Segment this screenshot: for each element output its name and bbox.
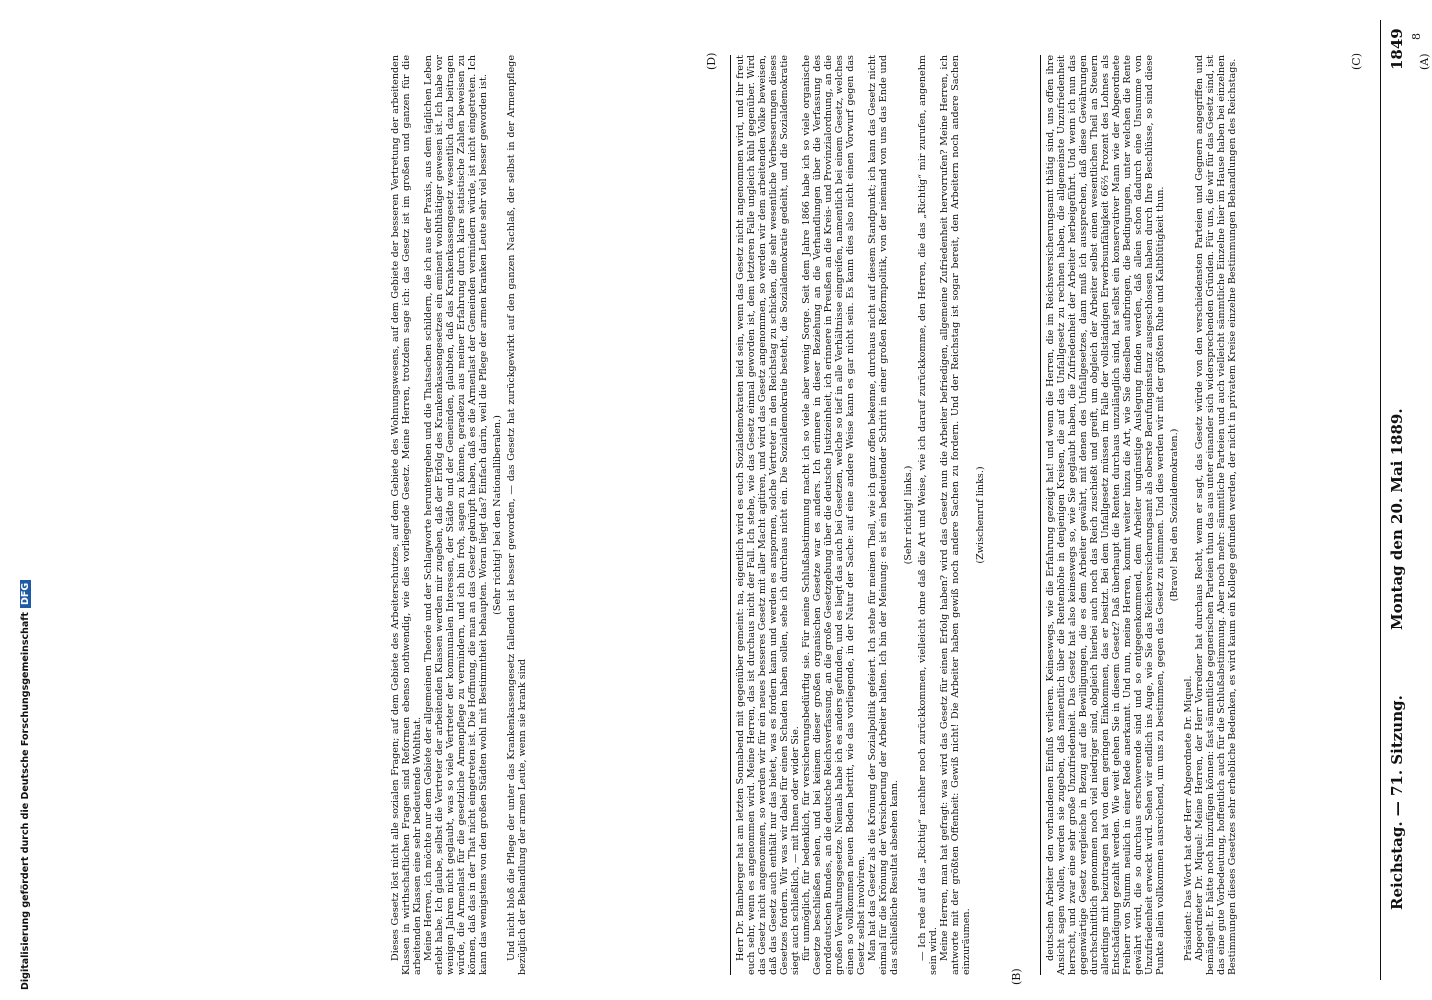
paragraph: Abgeordneter Dr. Miquel: Meine Herren, der Herr Vorredner hat durchaus Recht, wenn er sagt, das Gesetz würde von den verschiedensten Parteien und Gegnern angegriffen und bemängelt. Er hätte noch hinzufügen können: fast sämmtliche gegnerischen Parteien thun das aus unter einander sich widersprechenden Gründen. Für uns, die wir für das Gesetz sind, ist das eine gute Vorbedeutung, hoffentlich auch für die Schlußabstimmung. Aber noch mehr: sämmtliche Parteien und auch vielleicht sämmtliche Einzelne hier im Hause haben bei einzelnen Bestimmungen dieses Gesetzes sehr erhebliche Bedenken, es wird kaum ein Kollege gefunden werden, der nicht in privatem Kreise einzelne Bestimmungen Behandlungen des Reichstags. <box>1194 55 1238 975</box>
digitization-note <box>20 580 31 990</box>
paragraph: Man hat das Gesetz als die Krönung der Sozialpolitik gefeiert. Ich stehe für meinen Theil, wie ich ganz offen bekenne, durchaus nicht auf diesem Standpunkt; ich kann das Gesetz nicht einmal für die Krönung der Versicherung der Arbeiter halten. Ich bin der Meinung: es ist ein bedeutender Schritt in einer großen Reformpolitik, von der niemand von uns das Ende und das schließliche Resultat absehen kann. <box>867 55 900 975</box>
column-divider <box>730 55 731 975</box>
interjection: (Zwischenruf links.) <box>975 466 986 564</box>
header-center: Montag den 20. Mai 1889. <box>1388 408 1406 630</box>
column-divider <box>1040 55 1041 975</box>
margin-letter-b: (B) <box>1010 968 1023 985</box>
interjection: (Bravo! bei den Sozialdemokraten.) <box>1169 428 1180 602</box>
interjection: (Sehr richtig! bei den Nationalliberalen.) <box>492 415 503 615</box>
paragraph: für unmöglich, für bedenklich, für versicherungsbedürftig sie. Für meine Schlußabstimmung macht ich so viele aber wenig Sorge. Seit dem Jahre 1866 habe ich so viele organische Gesetze beschließen sehen, und bei keinem dieser großen organischen Gesetze war es anders. Ich erinnere in dieser Beziehung an die Verhandlungen über die Verfassung des norddeutschen Bundes, an die deutsche Reichsverfassung, an die große Gesetzgebung über die deutsche Justizeinheit, ich erinnere in Preußen an die Kreis- und Provinzialordnung, an die großen Verwaltungsgesetze. Niemals habe ich es anders gefunden, und es liegt das auch bei Gesetzen, welche so tief in alle Verhältnisse eingreifen, namentlich bei einem Gesetz, welches einen so vollkommen neuen Boden betritt, wie das vorliegende, in der Natur der Sache: auf eine andere Weise kann es gar nicht sein. Es kann dies also nicht einen Vorwurf gegen das Gesetz selbst involviren. <box>801 55 867 975</box>
paragraph: Herr Dr. Bamberger hat am letzten Sonnabend mit gegenüber gemeint: na, eigentlich wird es euch Sozialdemokraten leid sein, wenn das Gesetz nicht angenommen wird, und ihr freut euch sehr, wenn es angenommen wird. Meine Herren, das ist durchaus nicht der Fall. Ich stehe, wie das Gesetz einmal geworden ist, dem letzteren Falle ungleich kühl gegenüber. Wird das Gesetz nicht angenommen, so werden wir für ein neues besseres Gesetz mit aller Macht agitiren, und wird das Gesetz angenommen, so werden wir dem arbeitenden Volke beweisen, daß das Gesetz auch enthält nur das bietet, was es fordern kann und werden es anspornen, solche Vertreter in den Reichstag zu schicken, die sehr wesentliche Verbesserungen dieses Gesetzes fordern. Wir was wir dabei für einen Schaden haben sollen, sehe ich durchaus nicht ein. Die Sozialdemokratie besteht, die Sozialdemokratie gedeiht, und die Sozialdemokratie siegt auch schließlich, — mit Ihnen oder wider Sie. <box>735 55 801 975</box>
digitization-text: Digitalisierung gefördert durch die Deutsche Forschungsgemeinschaft <box>20 612 31 990</box>
column-middle <box>735 55 1035 975</box>
header-left: Reichstag. — 71. Sitzung. <box>1388 695 1406 910</box>
left-page-number: 8 <box>1410 33 1423 40</box>
paragraph: — Ich rede auf das „Richtig“ nachher noch zurückkommen, vielleicht ohne daß die Art und Weise, wie ich darauf zurückkomme, den Herren, die das „Richtig“ mir zurufen, angenehm sein wird. <box>917 55 939 975</box>
paragraph: deutschen Arbeiter den vorhandenen Einfluß verlieren. Keineswegs, wie die Erfahrung gezeigt hat! und wenn die Herren, die im Reichsversicherungsamt thätig sind, uns offen ihre Ansicht sagen wollen, werden sie zugeben, daß namentlich über die Rentenhöhe in denjenigen Kreisen, die auf das Unfallgesetz zu rechnen haben, die allgemeinste Unzufriedenheit herrscht, und zwar eine sehr große Unzufriedenheit. Das Gesetz hat also keineswegs so, wie Sie geglaubt haben, die Zufriedenheit der Arbeiter herbeigeführt. Und wenn ich nun das gegenwärtige Gesetz vergleiche in Bezug auf die Bewilligungen, die es dem Arbeiter gewährt, mit denen des Unfallgesetzes, dann muß ich aussprechen, daß diese Gewährungen durchschnittlich genommen noch viel niedriger sind, obgleich hierbei auch noch das Reich zuschießt und greift, um obgleich der Arbeiter selbst einen wesentlichen Theil an Steuern allerdings mit beizutragen hat von dem geringen Einkommen, das er besitzt. Bei dem Unfallgesetz müssen im Falle der vollständigen Erwerbsunfähigkeit 66⅔ Prozent des Lohnes als Entschädigung gezahlt werden. Wie weit gehen Sie in diesem Gesetz? Daß überhaupt die Renten durchaus unzulänglich sind, hat selbst ein konservativer Mann wie der Abgeordnete Freiherr von Stumm neulich in einer Rede anerkannt. Und nun, meine Herren, kommt weiter hinzu die Art, wie Sie dieselben aufbringen, die Bedingungen, unter welchen die Rente gewährt wird, die so durchaus erschwerende sind und so entgegenkommend, dem Arbeiter ungünstige Auslegung finden werden, daß allein schon dadurch eine Unsumme von Unzufriedenheit erweckt wird. Sehen wir endlich ins Auge, wie Sie das Reichsversicherungsamt als oberste Berufungsinstanz ausgeschlossen haben durch Ihre Beschlüsse, so sind diese Punkte allein vollkommen ausreichend, um uns zu bestimmen, gegen das Gesetz zu stimmen. Und dies werden wir mit der größten Ruhe und Kaltblütigkeit thun. <box>1045 55 1166 975</box>
dfg-logo: DFG <box>20 580 31 608</box>
interjection: (Sehr richtig! links.) <box>903 465 914 565</box>
column-left <box>1045 55 1375 975</box>
margin-letter-c: (C) <box>1350 53 1363 70</box>
margin-letter-d: (D) <box>705 52 718 70</box>
paragraph: Meine Herren, ich möchte nur dem Gebiete der allgemeinen Theorie und der Schlagworte heruntergehen und die Thatsachen schildern, die ich aus der Praxis, aus dem täglichen Leben erlebt habe. Ich glaube, selbst die Vertreter der arbeitenden Klassen werden mir zugeben, daß der Erfolg des Krankenkassengesetzes ein eminent wohlthätiger gewesen ist. Ich habe vor wenigen Jahren nicht geglaubt, was so viele Vertreter der kommunalen Interessen, der Städte und der Gemeinden, glaubten, daß das Krankenkassengesetz wesentlich dazu beitragen würde, die Armenlast für die gesetzliche Armenpflege zu vermindern, und ich bin froh, sagen zu können, geradezu aus meiner Erfahrung durch klare statistische Zahlen beweisen zu können, daß das in der That nicht eingetreten ist. Die Hoffnung, die man an das Gesetz geknüpft haben, daß es die Armenlast der Gemeinden vermindern würde, ist nicht eingetreten. Ich kann das wenigstens von den großen Städten wohl mit Bestimmtheit behaupten. Woran liegt das? Einfach darin, weil die Pflege der armen kranken Leute sehr viel besser geworden ist. <box>423 55 489 975</box>
paragraph: Meine Herren, man hat gefragt: was wird das Gesetz für einen Erfolg haben? wird das Gesetz nun die Arbeiter befriedigen, allgemeine Zufriedenheit hervorrufen? Meine Herren, ich antworte mit der größten Offenheit: Gewiß nicht! Die Arbeiter haben gewiß noch andere Sachen zu fordern. Und der Reichstag ist sogar bereit, den Arbeitern noch andere Sachen einzuräumen. <box>939 55 972 975</box>
paragraph: Dieses Gesetz löst nicht alle sozialen Fragen; auf dem Gebiete des Arbeiterschutzes, auf dem Gebiete des Wohnungswesens, auf dem Gebiete der besseren Vertretung der arbeitenden Klassen in wirthschaftlichen Fragen sind Reformen ebenso nothwendig, wie dies vorliegende Gesetz. Meine Herren, trotzdem sage ich: das Gesetz ist im großen und ganzen für die arbeitenden Klassen eine sehr bedeutende Wohlthat. <box>390 55 423 975</box>
margin-letter-a: (A) <box>1418 53 1431 70</box>
paragraph: Und nicht bloß die Pflege der unter das Krankenkassengesetz fallenden ist besser geworden, — das Gesetz hat zurückgewirkt auf den ganzen Nachlaß, der selbst in der Armenpflege bezüglich der Behandlung der armen Leute, wenn sie krank sind <box>506 55 528 975</box>
paragraph: Präsident: Das Wort hat der Herr Abgeordnete Dr. Miquel. <box>1183 675 1194 961</box>
page-number: 1849 <box>1388 28 1406 70</box>
header-rule <box>1380 20 1381 980</box>
column-right <box>390 52 725 975</box>
